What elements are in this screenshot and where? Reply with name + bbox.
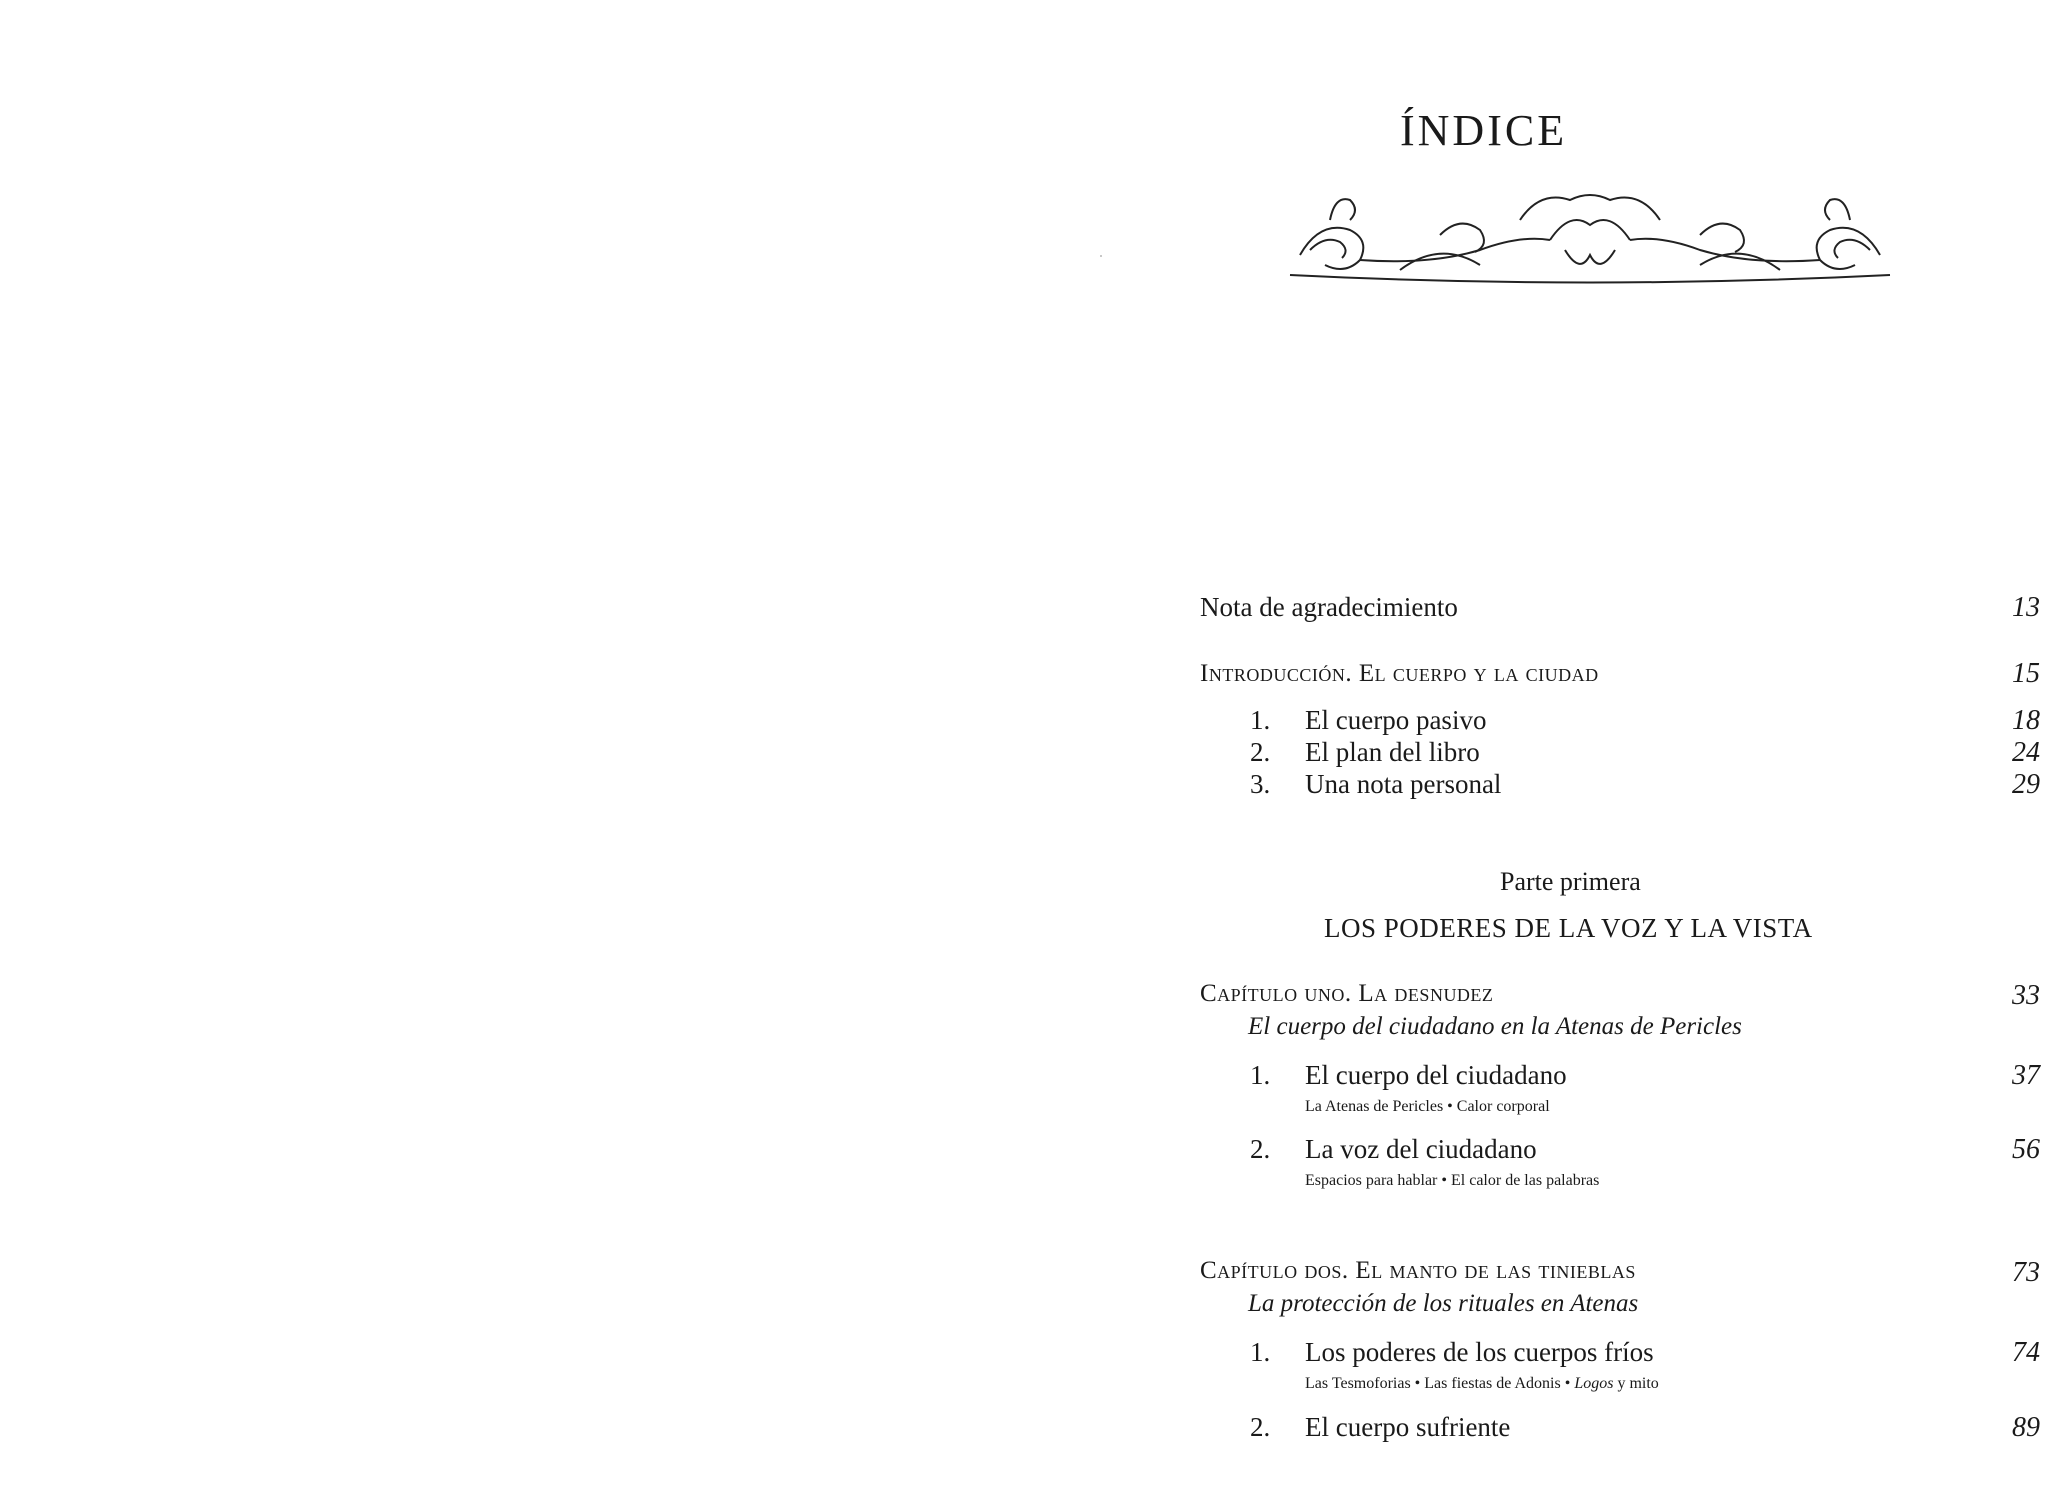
item-subtopics [1305, 1375, 1659, 1393]
chapter-subtitle: La protección de los rituales en Atenas [1248, 1290, 1639, 1317]
toc-entry-chapter-one[interactable]: Capítulo uno. La desnudez [1200, 980, 1494, 1007]
item-number: 2. [1250, 737, 1271, 767]
item-subtopics [1305, 1172, 1599, 1190]
toc-entry-introduction[interactable]: Introducción. El cuerpo y la ciudad [1200, 660, 1599, 687]
toc-entry-chapter-two[interactable]: Capítulo dos. El manto de las tinieblas [1200, 1257, 1636, 1284]
toc-item[interactable]: Una nota personal [1305, 769, 1502, 799]
item-number: 2. [1250, 1412, 1271, 1442]
page-number: 13 [2012, 592, 2040, 623]
page-number: 15 [2012, 658, 2040, 689]
subtopic: Las fiestas de Adonis [1424, 1375, 1561, 1392]
part-label: Parte primera [1500, 867, 1641, 896]
bullet-separator: • [1441, 1172, 1447, 1189]
page-number: 89 [2012, 1412, 2040, 1443]
subtopic: Las Tesmoforias [1305, 1375, 1411, 1392]
toc-item[interactable]: La voz del ciudadano [1305, 1134, 1537, 1164]
subtopic: La Atenas de Pericles [1305, 1098, 1444, 1115]
page-number: 24 [2012, 737, 2040, 768]
toc-item[interactable]: Los poderes de los cuerpos fríos [1305, 1337, 1654, 1367]
page-number: 56 [2012, 1134, 2040, 1165]
toc-item[interactable]: El plan del libro [1305, 737, 1480, 767]
toc-item[interactable]: El cuerpo pasivo [1305, 705, 1487, 735]
page-number: 74 [2012, 1337, 2040, 1368]
subtopic: y mito [1617, 1375, 1659, 1392]
bullet-separator: • [1414, 1375, 1421, 1392]
item-number: 1. [1250, 1337, 1271, 1367]
item-number: 3. [1250, 769, 1271, 799]
toc-item[interactable]: El cuerpo del ciudadano [1305, 1060, 1567, 1090]
page-number: 18 [2012, 705, 2040, 736]
part-title: LOS PODERES DE LA VOZ Y LA VISTA [1324, 913, 1813, 943]
page-number: 29 [2012, 769, 2040, 800]
page-number: 33 [2012, 980, 2040, 1011]
item-number: 1. [1250, 705, 1271, 735]
chapter-subtitle: El cuerpo del ciudadano en la Atenas de Pericles [1248, 1013, 1742, 1040]
item-subtopics [1305, 1098, 1550, 1116]
subtopic: Logos [1574, 1375, 1614, 1392]
subtopic: Calor corporal [1456, 1098, 1550, 1115]
page-title: ÍNDICE [1400, 106, 1568, 155]
bullet-separator: • [1564, 1375, 1571, 1392]
item-number: 2. [1250, 1134, 1271, 1164]
toc-item[interactable]: El cuerpo sufriente [1305, 1412, 1511, 1442]
page-number: 37 [2012, 1060, 2040, 1091]
subtopic: El calor de las palabras [1451, 1172, 1600, 1189]
toc-entry-acknowledgment[interactable]: Nota de agradecimiento [1200, 592, 1458, 622]
item-number: 1. [1250, 1060, 1271, 1090]
subtopic: Espacios para hablar [1305, 1172, 1438, 1189]
ornament-icon [1280, 180, 1900, 290]
page-number: 73 [2012, 1257, 2040, 1288]
bullet-separator: • [1447, 1098, 1453, 1115]
